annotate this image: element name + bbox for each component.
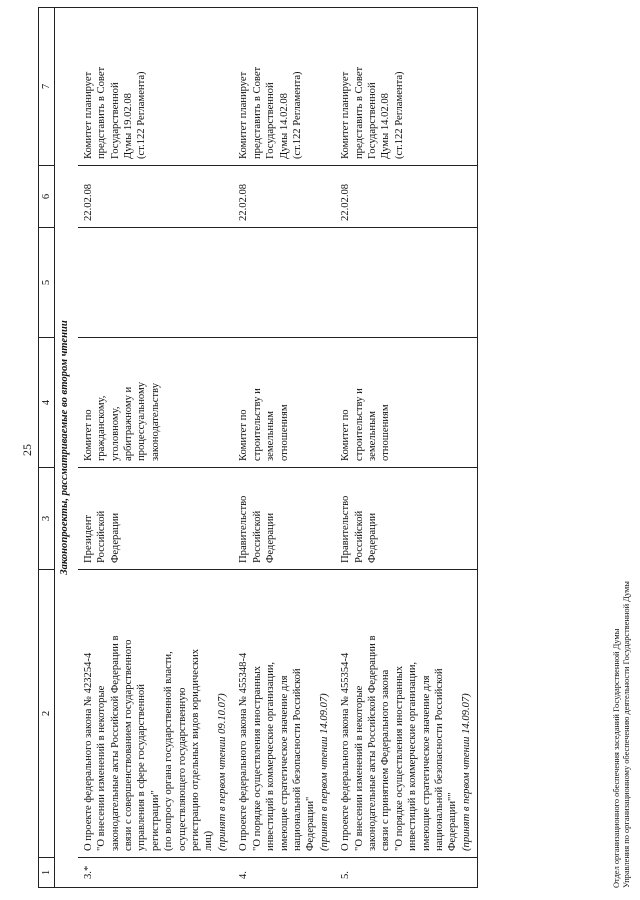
bill-description-line: регистрации" <box>149 790 161 851</box>
initiator-line: Российской <box>251 510 263 563</box>
bill-description-line: связи с принятием Федерального закона <box>380 669 392 851</box>
initiator-line: Правительство <box>340 495 352 563</box>
footer-line: Управления по организационному обеспечению деятельности Государственной Думы <box>622 581 631 888</box>
responsible-committee <box>335 338 478 468</box>
initiator-line: Правительство <box>238 495 250 563</box>
plan-note-line: Комитет планирует <box>238 71 250 159</box>
plan-note-line: представить в Совет <box>353 66 365 159</box>
committee-line: строительству и <box>353 388 365 461</box>
table-row <box>335 8 478 888</box>
plan-note <box>78 8 233 166</box>
plan-note-line: Думы 14.02.08 <box>278 93 290 159</box>
bill-description-line: О проекте федерального закона № 423254-4 <box>82 652 94 851</box>
committee-line: гражданскому, <box>96 395 108 461</box>
bill-description <box>78 570 233 858</box>
plan-note-line: Государственной <box>109 82 121 159</box>
bill-description-line: регистрацию отдельных видов юридических <box>190 648 202 851</box>
first-reading-note: (принят в первом чтении 09.10.07) <box>216 693 228 851</box>
bill-description-line: управления в сфере государственной <box>136 684 148 851</box>
plan-note-line: (ст.122 Регламента) <box>291 71 303 159</box>
bill-description-line: лиц) <box>203 830 215 851</box>
plan-note <box>233 8 335 166</box>
date-cell: 22.02.08 <box>233 166 335 228</box>
bill-description-line: национальной безопасности Российской <box>433 668 445 851</box>
table-row <box>78 8 233 888</box>
column-header: 5 <box>39 228 55 338</box>
date-cell: 22.02.08 <box>78 166 233 228</box>
bill-description-line: (по вопросу органа государственной власти, <box>163 651 175 851</box>
table-body <box>39 8 478 888</box>
column-5-cell <box>233 228 335 338</box>
initiator-line: Федерации <box>366 512 378 563</box>
committee-line: строительству и <box>251 388 263 461</box>
bill-description-line: "О внесении изменений в некоторые <box>353 685 365 851</box>
committee-line: процессуальному <box>136 382 148 461</box>
bill-description-line: Федерации" <box>305 796 317 851</box>
bill-description-line: "О порядке осуществления иностранных <box>251 665 263 851</box>
plan-note-line: представить в Совет <box>96 66 108 159</box>
bill-description <box>233 570 335 858</box>
initiator-line: Президент <box>82 514 94 563</box>
footer <box>612 581 632 888</box>
section-title: Законопроекты, рассматриваемые во втором чтении <box>55 8 78 888</box>
row-number: 4. <box>233 858 335 888</box>
row-number: 3.* <box>78 858 233 888</box>
initiator-line: Российской <box>353 510 365 563</box>
bill-description-line: "О внесении изменений в некоторые <box>96 685 108 851</box>
committee-line: отношениям <box>278 404 290 461</box>
committee-line: земельным <box>366 411 378 461</box>
committee-line: Комитет по <box>238 409 250 461</box>
plan-note-line: Государственной <box>265 82 277 159</box>
bill-description-line: связи с совершенствованием государственного <box>123 639 135 851</box>
initiator <box>335 468 478 570</box>
bill-description <box>335 570 478 858</box>
column-header-row <box>39 8 55 888</box>
table-row <box>233 8 335 888</box>
column-header: 3 <box>39 468 55 570</box>
column-header: 6 <box>39 166 55 228</box>
committee-line: арбитражному и <box>123 386 135 461</box>
committee-line: Комитет по <box>82 409 94 461</box>
committee-line: законодательству <box>149 383 161 461</box>
bill-description-line: осуществляющего государственную <box>176 687 188 851</box>
column-header: 7 <box>39 8 55 166</box>
initiator <box>233 468 335 570</box>
committee-line: земельным <box>265 411 277 461</box>
initiator-line: Федерации <box>109 512 121 563</box>
plan-note-line: (ст.122 Регламента) <box>136 71 148 159</box>
initiator-line: Российской <box>96 510 108 563</box>
column-header: 4 <box>39 338 55 468</box>
committee-line: отношениям <box>380 404 392 461</box>
initiator-line: Федерации <box>265 512 277 563</box>
first-reading-note: (принят в первом чтении 14.09.07) <box>460 693 472 851</box>
column-header: 1 <box>39 858 55 888</box>
plan-note <box>335 8 478 166</box>
column-header: 2 <box>39 570 55 858</box>
bill-description-line: "О порядке осуществления иностранных <box>393 665 405 851</box>
responsible-committee <box>78 338 233 468</box>
committee-line: Комитет по <box>340 409 352 461</box>
plan-note-line: Комитет планирует <box>82 71 94 159</box>
bill-description-line: законодательные акты Российской Федерации в <box>109 635 121 851</box>
legislation-table <box>38 7 478 888</box>
plan-note-line: (ст.122 Регламента) <box>393 71 405 159</box>
bill-description-line: инвестиций в коммерческие организации, <box>265 661 277 851</box>
bill-description-line: инвестиций в коммерческие организации, <box>407 661 419 851</box>
plan-note-line: Думы 19.02.08 <box>123 93 135 159</box>
bill-description-line: имеющие стратегическое значение для <box>278 675 290 851</box>
bill-description-line: О проекте федерального закона № 455348-4 <box>238 652 250 851</box>
plan-note-line: Думы 14.02.08 <box>380 93 392 159</box>
bill-description-line: законодательные акты Российской Федерации в <box>366 635 378 851</box>
row-number: 5. <box>335 858 478 888</box>
plan-note-line: представить в Совет <box>251 66 263 159</box>
plan-note-line: Комитет планирует <box>340 71 352 159</box>
column-5-cell <box>78 228 233 338</box>
footer-line: Отдел организационного обеспечения заседаний Государственной Думы <box>612 628 621 888</box>
date-cell: 22.02.08 <box>335 166 478 228</box>
column-5-cell <box>335 228 478 338</box>
first-reading-note: (принят в первом чтении 14.09.07) <box>318 693 330 851</box>
committee-line: уголовному, <box>109 406 121 461</box>
section-heading-row <box>55 8 78 888</box>
plan-note-line: Государственной <box>366 82 378 159</box>
bill-description-line: имеющие стратегическое значение для <box>420 675 432 851</box>
bill-description-line: национальной безопасности Российской <box>291 668 303 851</box>
bill-description-line: Федерации"" <box>447 792 459 851</box>
responsible-committee <box>233 338 335 468</box>
initiator <box>78 468 233 570</box>
page-number: 25 <box>20 444 34 456</box>
bill-description-line: О проекте федерального закона № 455354-4 <box>340 652 352 851</box>
